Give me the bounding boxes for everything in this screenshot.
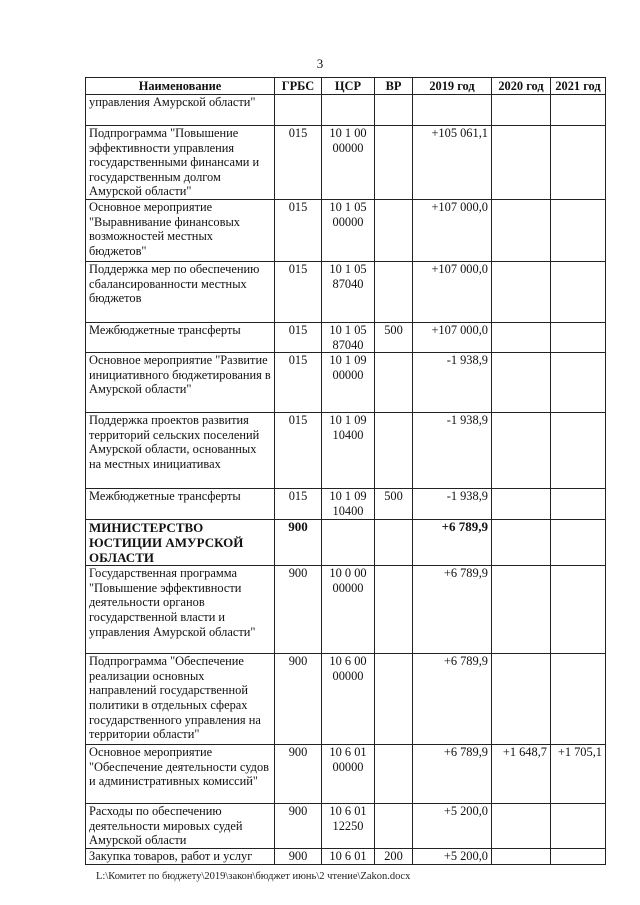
header-csr: ЦСР (322, 78, 375, 95)
cell-2021: +1 705,1 (551, 745, 606, 804)
cell-2019: +6 789,9 (413, 745, 492, 804)
cell-2020 (492, 200, 551, 262)
header-2019: 2019 год (413, 78, 492, 95)
cell-2019: +107 000,0 (413, 323, 492, 353)
cell-vr: 500 (375, 323, 413, 353)
cell-2020 (492, 804, 551, 849)
cell-name: Государственная программа "Повышение эффективности деятельности органов государственной власти и управления Амурской области" (86, 566, 275, 654)
cell-2021 (551, 353, 606, 413)
cell-2020 (492, 566, 551, 654)
cell-name: Подпрограмма "Повышение эффективности управления государственными финансами и государственным долгом Амурской области" (86, 126, 275, 200)
header-2020: 2020 год (492, 78, 551, 95)
cell-2021 (551, 323, 606, 353)
cell-2020: +1 648,7 (492, 745, 551, 804)
page-number: 3 (316, 56, 324, 71)
cell-2019: +6 789,9 (413, 520, 492, 566)
cell-2019: +107 000,0 (413, 262, 492, 323)
cell-grbs: 015 (275, 489, 322, 520)
table-row (86, 566, 606, 654)
table-row (86, 654, 606, 745)
cell-2019: +105 061,1 (413, 126, 492, 200)
cell-2020 (492, 520, 551, 566)
cell-csr: 10 0 00 00000 (322, 566, 375, 654)
cell-name: Поддержка проектов развития территорий сельских поселений Амурской области, основанных на местных инициативах (86, 413, 275, 489)
cell-grbs: 900 (275, 745, 322, 804)
cell-vr: 200 (375, 849, 413, 865)
cell-grbs: 900 (275, 520, 322, 566)
table-row (86, 95, 606, 126)
table-row (86, 323, 606, 353)
cell-name: Подпрограмма "Обеспечение реализации основных направлений государственной политики в отдельных сферах государственного управления на территории области" (86, 654, 275, 745)
cell-2020 (492, 262, 551, 323)
cell-csr (322, 520, 375, 566)
cell-2020 (492, 413, 551, 489)
cell-vr (375, 95, 413, 126)
cell-2021 (551, 126, 606, 200)
budget-table (85, 77, 606, 865)
footer-file-path: L:\Комитет по бюджету\2019\закон\бюджет июнь\2 чтение\Zakon.docx (96, 871, 411, 882)
table-row (86, 262, 606, 323)
table-row (86, 126, 606, 200)
cell-2021 (551, 520, 606, 566)
header-grbs: ГРБС (275, 78, 322, 95)
cell-grbs: 015 (275, 200, 322, 262)
cell-2019: -1 938,9 (413, 353, 492, 413)
cell-grbs: 900 (275, 566, 322, 654)
cell-2019 (413, 95, 492, 126)
cell-2021 (551, 566, 606, 654)
cell-2020 (492, 95, 551, 126)
cell-grbs: 015 (275, 126, 322, 200)
cell-vr (375, 520, 413, 566)
cell-csr: 10 6 01 (322, 849, 375, 865)
cell-vr (375, 262, 413, 323)
cell-csr: 10 6 01 00000 (322, 745, 375, 804)
cell-name: Межбюджетные трансферты (86, 489, 275, 520)
cell-2019: +107 000,0 (413, 200, 492, 262)
table-row (86, 849, 606, 865)
cell-csr: 10 1 05 87040 (322, 262, 375, 323)
cell-2020 (492, 353, 551, 413)
header-vr: ВР (375, 78, 413, 95)
cell-name: Межбюджетные трансферты (86, 323, 275, 353)
cell-name: управления Амурской области" (86, 95, 275, 126)
cell-name: Основное мероприятие "Выравнивание финансовых возможностей местных бюджетов" (86, 200, 275, 262)
cell-grbs: 015 (275, 353, 322, 413)
cell-2019: +6 789,9 (413, 566, 492, 654)
cell-grbs: 900 (275, 654, 322, 745)
cell-name: Расходы по обеспечению деятельности мировых судей Амурской области (86, 804, 275, 849)
cell-vr (375, 200, 413, 262)
cell-vr (375, 654, 413, 745)
cell-grbs: 900 (275, 849, 322, 865)
cell-csr: 10 1 09 10400 (322, 413, 375, 489)
table-row (86, 353, 606, 413)
cell-2020 (492, 126, 551, 200)
cell-csr: 10 6 00 00000 (322, 654, 375, 745)
cell-name: Закупка товаров, работ и услуг (86, 849, 275, 865)
cell-grbs: 015 (275, 262, 322, 323)
cell-name: Основное мероприятие "Обеспечение деятельности судов и административных комиссий" (86, 745, 275, 804)
cell-vr (375, 745, 413, 804)
cell-2020 (492, 849, 551, 865)
table-row (86, 413, 606, 489)
cell-2019: +5 200,0 (413, 804, 492, 849)
table-row (86, 200, 606, 262)
table-body (86, 95, 606, 865)
header-2021: 2021 год (551, 78, 606, 95)
cell-vr: 500 (375, 489, 413, 520)
cell-grbs: 900 (275, 804, 322, 849)
cell-2021 (551, 489, 606, 520)
cell-2021 (551, 200, 606, 262)
cell-2019: -1 938,9 (413, 413, 492, 489)
cell-grbs (275, 95, 322, 126)
table-row (86, 804, 606, 849)
cell-vr (375, 126, 413, 200)
cell-2019: +5 200,0 (413, 849, 492, 865)
cell-2021 (551, 849, 606, 865)
table-row (86, 489, 606, 520)
cell-csr: 10 1 09 10400 (322, 489, 375, 520)
cell-2021 (551, 95, 606, 126)
table-row (86, 745, 606, 804)
cell-vr (375, 566, 413, 654)
cell-name: Основное мероприятие "Развитие инициативного бюджетирования в Амурской области" (86, 353, 275, 413)
cell-2019: +6 789,9 (413, 654, 492, 745)
table-row (86, 520, 606, 566)
cell-csr: 10 1 09 00000 (322, 353, 375, 413)
cell-csr: 10 1 05 00000 (322, 200, 375, 262)
header-name: Наименование (86, 78, 275, 95)
cell-2020 (492, 323, 551, 353)
cell-name: МИНИСТЕРСТВО ЮСТИЦИИ АМУРСКОЙ ОБЛАСТИ (86, 520, 275, 566)
cell-grbs: 015 (275, 323, 322, 353)
cell-2020 (492, 489, 551, 520)
cell-csr: 10 6 01 12250 (322, 804, 375, 849)
cell-2021 (551, 804, 606, 849)
cell-grbs: 015 (275, 413, 322, 489)
cell-2020 (492, 654, 551, 745)
cell-csr: 10 1 05 87040 (322, 323, 375, 353)
cell-vr (375, 804, 413, 849)
cell-csr: 10 1 00 00000 (322, 126, 375, 200)
cell-2021 (551, 654, 606, 745)
cell-2019: -1 938,9 (413, 489, 492, 520)
table-header (86, 78, 606, 95)
cell-2021 (551, 262, 606, 323)
cell-name: Поддержка мер по обеспечению сбалансированности местных бюджетов (86, 262, 275, 323)
cell-vr (375, 413, 413, 489)
cell-csr (322, 95, 375, 126)
cell-2021 (551, 413, 606, 489)
header-row (86, 78, 606, 95)
cell-vr (375, 353, 413, 413)
